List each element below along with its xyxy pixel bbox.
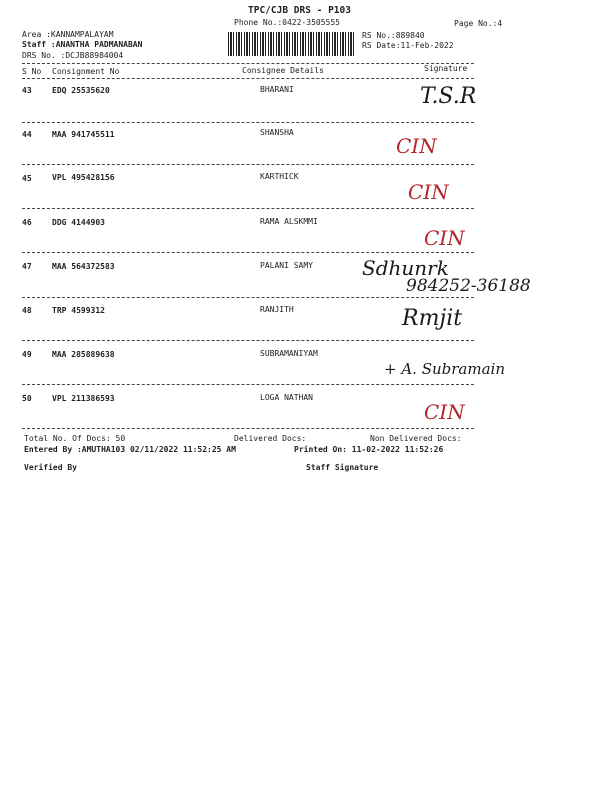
row-signature: Rmjit bbox=[402, 306, 463, 331]
verified-by: Verified By bbox=[24, 463, 77, 472]
row-consignee: BHARANI bbox=[260, 85, 294, 94]
row-consignment: DDG 4144903 bbox=[52, 218, 105, 227]
divider bbox=[22, 208, 474, 209]
staff-name: Staff :ANANTHA PADMANABAN bbox=[22, 40, 143, 49]
drs-number: DRS No. :DCJB88984004 bbox=[22, 51, 124, 60]
row-consignee: SHANSHA bbox=[260, 128, 294, 137]
row-signature: CIN bbox=[424, 226, 465, 250]
divider bbox=[22, 384, 474, 385]
entered-by: Entered By :AMUTHA103 02/11/2022 11:52:25 AM bbox=[24, 445, 236, 454]
row-signature: T.S.R bbox=[420, 84, 477, 109]
row-sno: 46 bbox=[22, 218, 32, 227]
rs-number: RS No.:889840 bbox=[362, 31, 425, 40]
row-consignee: RANJITH bbox=[260, 305, 294, 314]
divider bbox=[22, 78, 474, 79]
row-consignee: LOGA NATHAN bbox=[260, 393, 313, 402]
divider bbox=[22, 252, 474, 253]
row-sno: 47 bbox=[22, 262, 32, 271]
row-consignment: VPL 211386593 bbox=[52, 394, 115, 403]
divider bbox=[22, 297, 474, 298]
row-consignment: TRP 4599312 bbox=[52, 306, 105, 315]
area-label: Area :KANNAMPALAYAM bbox=[22, 30, 114, 39]
divider bbox=[22, 122, 474, 123]
row-signature: Sdhunrk bbox=[362, 256, 449, 280]
rs-date: RS Date:11-Feb-2022 bbox=[362, 41, 454, 50]
row-consignee: RAMA ALSKMMI bbox=[260, 217, 318, 226]
row-consignee: SUBRAMANIYAM bbox=[260, 349, 318, 358]
row-consignment: EDQ 25535620 bbox=[52, 86, 110, 95]
row-signature: + A. Subramain bbox=[384, 360, 505, 378]
row-consignee: PALANI SAMY bbox=[260, 261, 313, 270]
staff-signature: Staff Signature bbox=[306, 463, 379, 472]
row-sno: 50 bbox=[22, 394, 32, 403]
row-consignment: MAA 941745511 bbox=[52, 130, 115, 139]
non-delivered-docs: Non Delivered Docs: bbox=[370, 434, 462, 443]
col-sno: S No bbox=[22, 67, 42, 76]
row-consignment: VPL 495428156 bbox=[52, 173, 115, 182]
row-sno: 44 bbox=[22, 130, 32, 139]
divider bbox=[22, 340, 474, 341]
row-consignment: MAA 564372583 bbox=[52, 262, 115, 271]
col-consignee: Consignee Details bbox=[242, 66, 324, 75]
delivered-docs: Delivered Docs: bbox=[234, 434, 307, 443]
total-docs: Total No. Of Docs: 50 bbox=[24, 434, 126, 443]
page-number: Page No.:4 bbox=[454, 19, 503, 28]
sheet-title: TPC/CJB DRS - P103 bbox=[248, 5, 351, 16]
col-signature: Signature bbox=[424, 64, 468, 73]
row-sno: 48 bbox=[22, 306, 32, 315]
row-sno: 43 bbox=[22, 86, 32, 95]
row-signature: CIN bbox=[396, 134, 437, 158]
row-consignee: KARTHICK bbox=[260, 172, 299, 181]
phone-number: Phone No.:0422-3505555 bbox=[234, 18, 340, 27]
row-sno: 49 bbox=[22, 350, 32, 359]
col-consignment: Consignment No bbox=[52, 67, 120, 76]
printed-on: Printed On: 11-02-2022 11:52:26 bbox=[294, 445, 444, 454]
row-signature: CIN bbox=[424, 400, 465, 424]
divider bbox=[22, 63, 474, 64]
row-sno: 45 bbox=[22, 174, 32, 183]
row-consignment: MAA 285889638 bbox=[52, 350, 115, 359]
divider bbox=[22, 428, 474, 429]
row-signature: CIN bbox=[408, 180, 449, 204]
row-signature-phone: 984252-36188 bbox=[406, 276, 531, 296]
divider bbox=[22, 164, 474, 165]
barcode bbox=[228, 32, 356, 56]
